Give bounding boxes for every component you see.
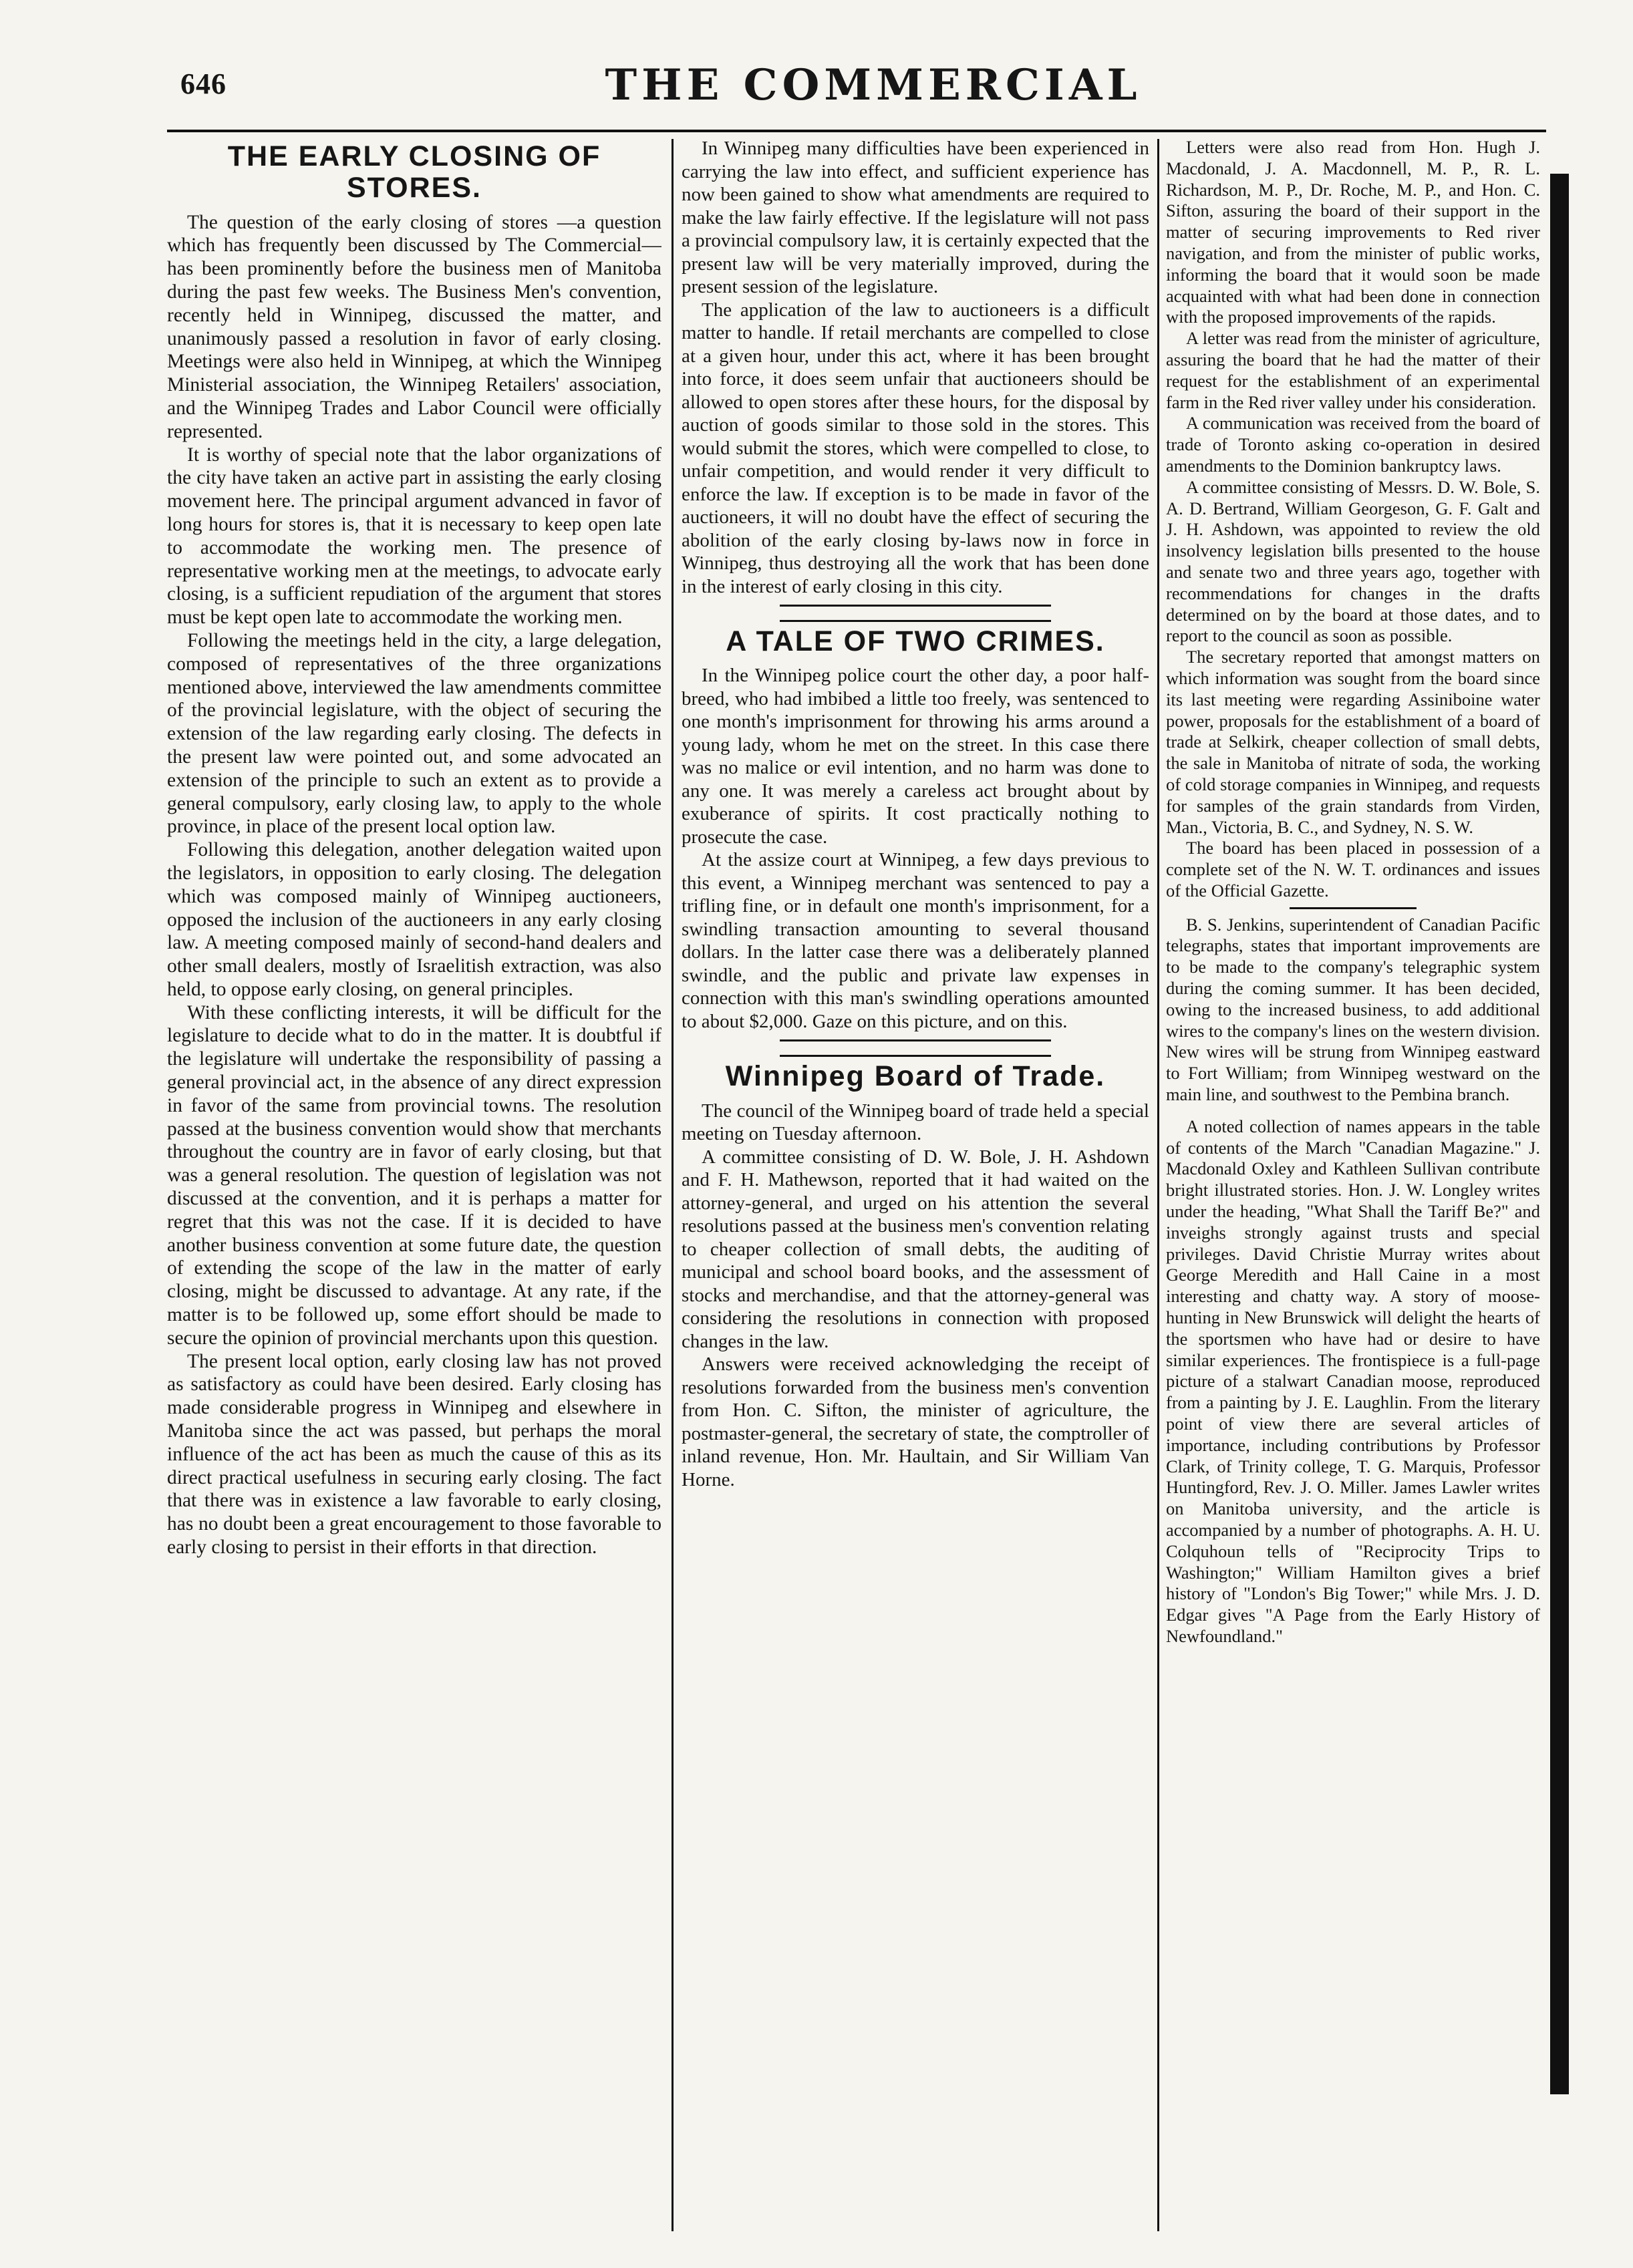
article-separator [780, 1039, 1051, 1057]
column-left [167, 137, 661, 2241]
article-paragraph: A committee consisting of D. W. Bole, J. H. Ashdown and F. H. Mathewson, reported that it had waited on the attorney-general, and urged on his attention the several resolutions passed at the business men's convention relating to cheaper collection of small debts, the auditing of municipal and school board books, and the assessment of stocks and merchandise, and that the attorney-general was considering the resolutions in connection with proposed changes in the law. [682, 1146, 1149, 1352]
article-paragraph: The secretary reported that amongst matters on which information was sought from the board since its last meeting were regarding Assiniboine water power, proposals for the establishment of a board of trade at Selkirk, cheaper collection of small debts, the sale in Manitoba of nitrate of soda, the working of cold storage companies in Winnipeg, and requests for samples of the grain standards from Virden, Man., Victoria, B. C., and Sydney, N. S. W. [1166, 647, 1540, 837]
article-paragraph: Letters were also read from Hon. Hugh J. Macdonald, J. A. Macdonnell, M. P., R. L. Richardson, M. P., Dr. Roche, M. P., and Hon. C. Sifton, assuring the board of their support in the matter of securing improvements to Red river navigation, and from the minister of public works, informing the board that it would soon be made acquainted with what had been done in connection with the proposed improvements of the rapids. [1166, 137, 1540, 327]
article-paragraph: A noted collection of names appears in the table of contents of the March "Canadian Magazine." J. Macdonald Oxley and Kathleen Sullivan contribute bright illustrated stories. Hon. J. W. Longley writes under the heading, "What Shall the Tariff Be?" and inveighs strongly against trusts and special privileges. David Christie Murray writes about George Meredith and Hall Caine in a most interesting and chatty way. A story of moose-hunting in New Brunswick will delight the hearts of the sportsmen who have had or desire to have similar experiences. The frontispiece is a full-page picture of a stalwart Canadian moose, reproduced from a painting by J. E. Laughlin. From the literary point of view there are several articles of importance, including contributions by Professor Clark, of Trinity college, T. G. Marquis, Professor Huntingford, Rev. J. O. Miller. James Lawler writes on Manitoba university, and the article is accompanied by a number of photographs. A. H. U. Colquhoun tells of "Reciprocity Trips to Washington;" William Hamilton gives a brief history of "London's Big Tower;" while Mrs. J. D. Edgar gives "A Page from the Early History of Newfoundland." [1166, 1116, 1540, 1646]
article-paragraph: The board has been placed in possession of a complete set of the N. W. T. ordinances and issues of the Official Gazette. [1166, 838, 1540, 901]
article-paragraph: The present local option, early closing law has not proved as satisfactory as could have been desired. Early closing has made considerable progress in Winnipeg and elsewhere in Manitoba since the act was passed, but perhaps the moral influence of the act has been as much the cause of this as its direct practical usefulness in securing early closing. The fact that there was in existence a law favorable to early closing, has no doubt been a great encouragement to those favorable to early closing to persist in their efforts in that direction. [167, 1350, 661, 1559]
masthead [167, 60, 1580, 120]
article-paragraph: The council of the Winnipeg board of trade held a special meeting on Tuesday afternoon. [682, 1100, 1149, 1145]
article-separator [1290, 907, 1417, 909]
article-paragraph: In the Winnipeg police court the other day, a poor half-breed, who had imbibed a little too freely, was sentenced to one month's imprisonment for throwing his arms around a young lady, whom he met on the street. In this case there was no malice or evil intention, and no harm was done to any one. It was merely a careless act brought about by exuberance of spirits. It cost practically nothing to prosecute the case. [682, 665, 1149, 848]
article-separator [780, 605, 1051, 622]
article-heading-early-closing: THE EARLY CLOSING OF STORES. [227, 140, 601, 204]
column-right [1166, 137, 1540, 2241]
column-rule [672, 139, 674, 2231]
article-paragraph: Answers were received acknowledging the receipt of resolutions forwarded from the business men's convention from Hon. C. Sifton, the minister of agriculture, the postmaster-general, the secretary of state, the comptroller of inland revenue, Hon. Mr. Haultain, and Sir William Van Horne. [682, 1353, 1149, 1490]
page-number: 646 [180, 67, 227, 100]
spacer [1166, 1106, 1540, 1116]
article-paragraph: In Winnipeg many difficulties have been experienced in carrying the law into effect, and sufficient experience has now been gained to show what amendments are required to make the law fairly effective. If the legislature will not pass a provincial compulsory law, it is certainly expected that the present law will be very materially improved, during the present session of the legislature. [682, 138, 1149, 297]
article-paragraph: The application of the law to auctioneers is a difficult matter to handle. If retail merchants are compelled to close at a given hour, under this act, where it has been brought into force, it does seem unfair that auctioneers should be allowed to open stores after these hours, for the disposal by auction of goods similar to those sold in the stores. This would submit the stores, which were compelled to close, to unfair competition, and would render it very difficult to enforce the law. If exception is to be made in favor of the auctioneers, it will no doubt have the effect of securing the abolition of the early closing by-laws now in force in Winnipeg, thus destroying all the work that has been done in the interest of early closing in this city. [682, 299, 1149, 597]
header-rule [167, 130, 1546, 132]
article-paragraph: Following the meetings held in the city, a large delegation, composed of representatives of the three organizations mentioned above, interviewed the law amendments committee of the provincial legislature, with the object of securing the extension of the law regarding early closing. The defects in the present law were pointed out, and some advocated an extension of the principle to such an extent as to provide a general compulsory, early closing law, to apply to the whole province, in place of the present local option law. [167, 629, 661, 838]
article-heading-two-crimes: A TALE OF TWO CRIMES. [726, 625, 1105, 657]
article-heading-board-of-trade: Winnipeg Board of Trade. [725, 1060, 1106, 1093]
article-paragraph: At the assize court at Winnipeg, a few days previous to this event, a Winnipeg merchant was sentenced to pay a trifling fine, or in default one month's imprisonment, for a swindling transaction amounting to several thousand dollars. In the latter case there was a deliberately planned swindle, and the public and private law expenses in connection with this man's swindling operations amounted to about $2,000. Gaze on this picture, and on this. [682, 849, 1149, 1032]
column-rule [1157, 139, 1159, 2231]
article-paragraph: The question of the early closing of stores —a question which has frequently been discussed by The Commercial—has been prominently before the business men of Manitoba during the past few weeks. The Business Men's convention, recently held in Winnipeg, discussed the matter, and unanimously passed a resolution in favor of early closing. Meetings were also held in Winnipeg, at which the Winnipeg Ministerial association, the Winnipeg Retailers' association, and the Winnipeg Trades and Labor Council were officially represented. [167, 211, 661, 442]
binding-shadow [1550, 174, 1569, 2094]
article-paragraph: A communication was received from the board of trade of Toronto asking co-operation in desired amendments to the Dominion bankruptcy laws. [1166, 413, 1540, 476]
article-paragraph: With these conflicting interests, it will be difficult for the legislature to decide what to do in the matter. It is doubtful if the legislature will undertake the responsibility of passing a general provincial act, in the absence of any direct expression in favor of the same from provincial towns. The resolution passed at the business convention would show that merchants throughout the country are in favor of early closing, but that was a general resolution. The question of legislation was not discussed at the convention, and it is perhaps a matter for regret that this was not the case. If it is decided to have another business convention at some future date, the question of extending the scope of the law in the matter of early closing, might be discussed to advantage. At any rate, if the matter is to be followed up, some effort should be made to secure the opinion of provincial merchants upon this question. [167, 1001, 661, 1349]
running-title: THE COMMERCIAL [605, 60, 1142, 110]
article-paragraph: It is worthy of special note that the labor organizations of the city have taken an active part in assisting the early closing movement here. The principal argument advanced in favor of long hours for stores is, that it is necessary to keep open late to accommodate the working men. The presence of representative working men at the meetings, to advocate early closing, is a sufficient repudiation of the argument that stores must be kept open late to accommodate the working men. [167, 444, 661, 629]
column-middle [682, 137, 1149, 2241]
article-paragraph: Following this delegation, another delegation waited upon the legislators, in opposition to early closing. The delegation which was composed mainly of Winnipeg auctioneers, opposed the inclusion of the auctioneers in any early closing law. A meeting composed mainly of second-hand dealers and other small dealers, mostly of Israelitish extraction, was also held, to oppose early closing, on general principles. [167, 839, 661, 1000]
article-paragraph: B. S. Jenkins, superintendent of Canadian Pacific telegraphs, states that important improvements are to be made to the company's telegraphic system during the coming summer. It has been decided, owing to the increased business, to add additional wires to the company's lines on the western division. New wires will be strung from Winnipeg eastward to Fort William; from Winnipeg westward on the main line, and southwest to the Pembina branch. [1166, 914, 1540, 1105]
article-paragraph: A letter was read from the minister of agriculture, assuring the board that he had the matter of their request for the establishment of an experimental farm in the Red river valley under his consideration. [1166, 328, 1540, 412]
article-paragraph: A committee consisting of Messrs. D. W. Bole, S. A. D. Bertrand, William Georgeson, G. F. Galt and J. H. Ashdown, was appointed to review the old insolvency legislation bills presented to the house and senate two and three years ago, together with recommendations for changes in the drafts determined on by the board at those dates, and to report to the council as soon as possible. [1166, 476, 1540, 646]
